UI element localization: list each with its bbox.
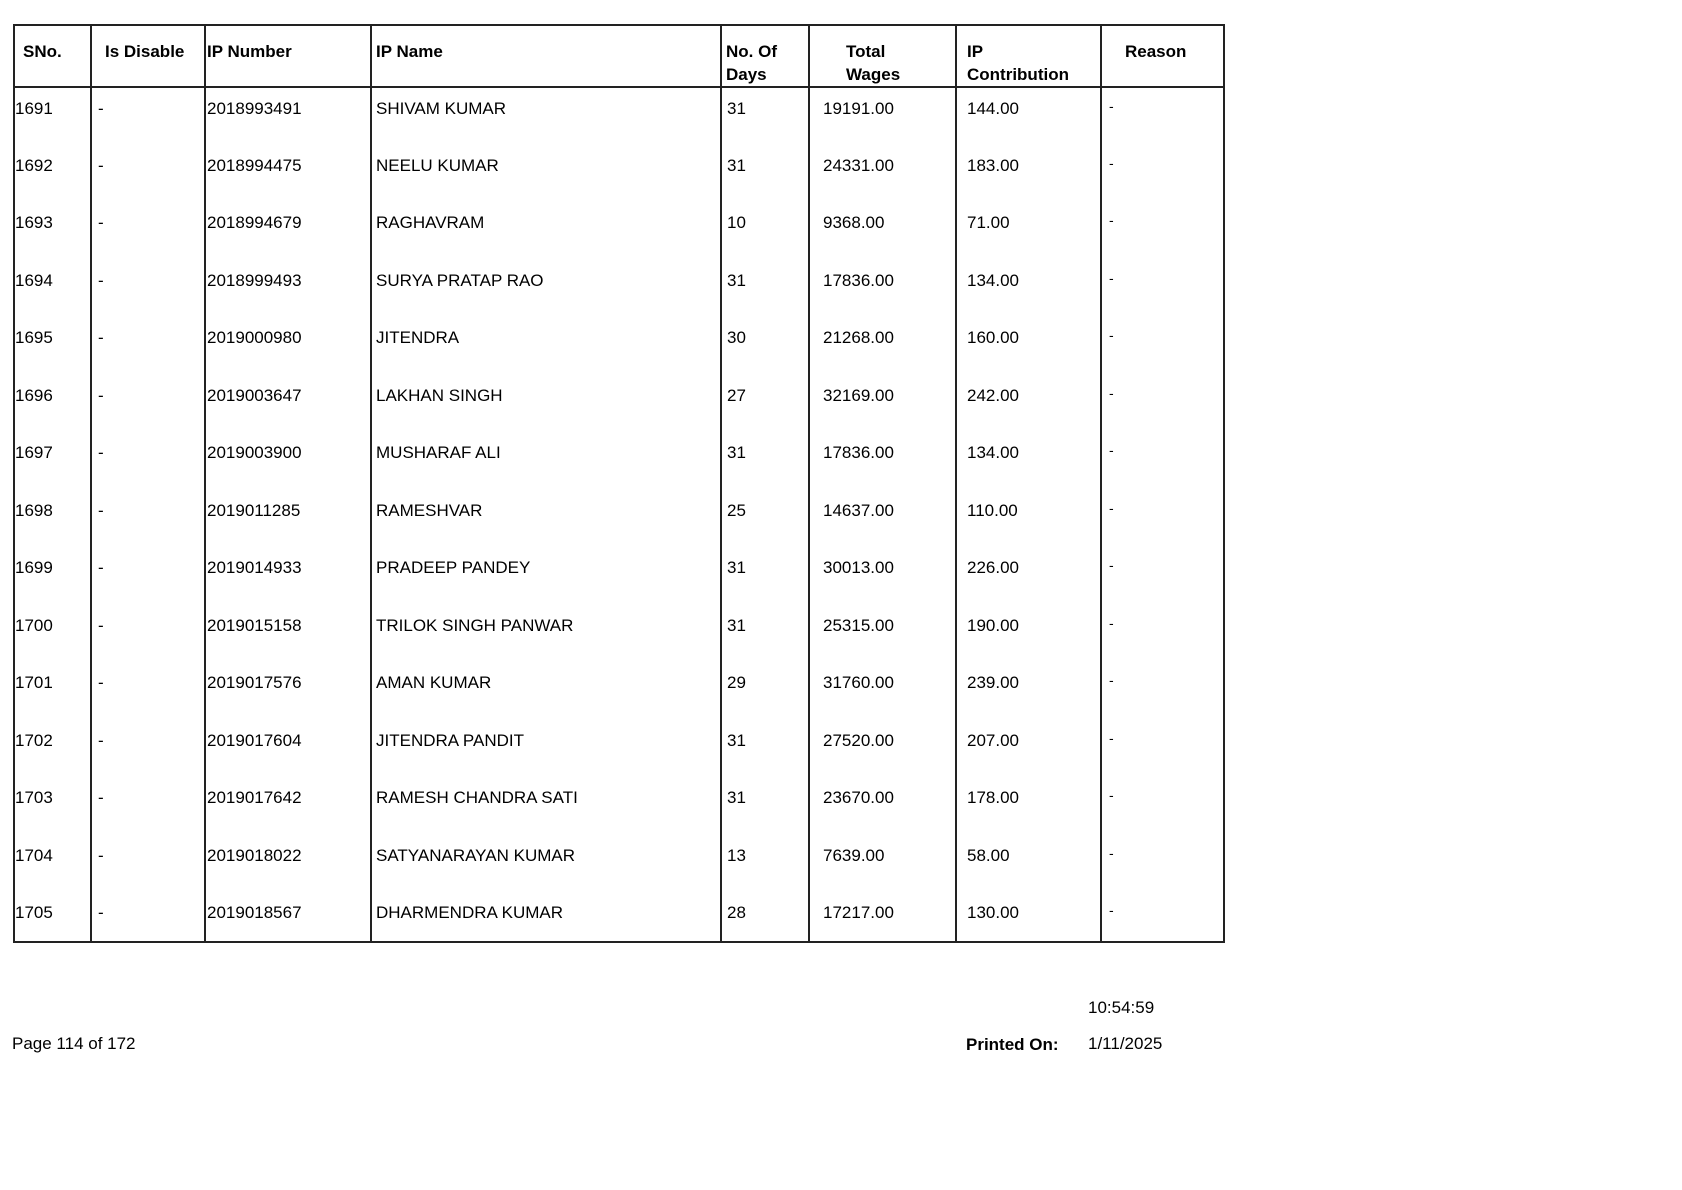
- cell-ip-name: NEELU KUMAR: [371, 145, 721, 203]
- cell-sno: 1701: [14, 662, 91, 720]
- header-total-wages: [809, 25, 956, 87]
- cell-ip-number: 2018993491: [205, 87, 371, 145]
- cell-contribution: 130.00: [956, 892, 1101, 942]
- cell-ip-name: SHIVAM KUMAR: [371, 87, 721, 145]
- cell-ip-number: 2018999493: [205, 260, 371, 318]
- header-reason: Reason: [1101, 25, 1224, 87]
- cell-sno: 1700: [14, 605, 91, 663]
- header-no-of-days-line2: Days: [726, 65, 767, 84]
- cell-contribution: 134.00: [956, 260, 1101, 318]
- cell-wages: 25315.00: [809, 605, 956, 663]
- cell-ip-number: 2019003647: [205, 375, 371, 433]
- cell-sno: 1705: [14, 892, 91, 942]
- cell-sno: 1696: [14, 375, 91, 433]
- cell-is-disable: -: [91, 202, 205, 260]
- cell-days: 10: [721, 202, 809, 260]
- cell-wages: 19191.00: [809, 87, 956, 145]
- cell-is-disable: -: [91, 835, 205, 893]
- cell-contribution: 160.00: [956, 317, 1101, 375]
- cell-ip-number: 2018994475: [205, 145, 371, 203]
- cell-is-disable: -: [91, 547, 205, 605]
- cell-reason: [1101, 260, 1224, 318]
- table-row: [14, 317, 1224, 375]
- header-row: [14, 25, 1224, 87]
- table-row: [14, 87, 1224, 145]
- header-is-disable: Is Disable: [91, 25, 205, 87]
- cell-days: 31: [721, 432, 809, 490]
- cell-is-disable: -: [91, 662, 205, 720]
- reason-value: -: [1109, 154, 1114, 171]
- table-row: [14, 547, 1224, 605]
- cell-ip-number: 2019018567: [205, 892, 371, 942]
- cell-is-disable: -: [91, 490, 205, 548]
- reason-value: -: [1109, 614, 1114, 631]
- cell-ip-name: LAKHAN SINGH: [371, 375, 721, 433]
- cell-ip-name: RAMESH CHANDRA SATI: [371, 777, 721, 835]
- cell-reason: [1101, 892, 1224, 942]
- cell-is-disable: -: [91, 605, 205, 663]
- table-row: [14, 145, 1224, 203]
- cell-is-disable: -: [91, 87, 205, 145]
- cell-contribution: 226.00: [956, 547, 1101, 605]
- table-row: [14, 375, 1224, 433]
- table-row: [14, 662, 1224, 720]
- cell-reason: [1101, 145, 1224, 203]
- table-row: [14, 202, 1224, 260]
- cell-days: 31: [721, 87, 809, 145]
- header-sno: SNo.: [14, 25, 91, 87]
- cell-sno: 1697: [14, 432, 91, 490]
- cell-days: 31: [721, 605, 809, 663]
- cell-sno: 1704: [14, 835, 91, 893]
- cell-days: 31: [721, 777, 809, 835]
- cell-is-disable: -: [91, 260, 205, 318]
- cell-contribution: 58.00: [956, 835, 1101, 893]
- cell-wages: 21268.00: [809, 317, 956, 375]
- cell-ip-number: 2019003900: [205, 432, 371, 490]
- header-no-of-days-line1: No. Of: [726, 42, 777, 61]
- cell-wages: 24331.00: [809, 145, 956, 203]
- cell-sno: 1702: [14, 720, 91, 778]
- cell-days: 29: [721, 662, 809, 720]
- header-total-wages-line2: Wages: [846, 65, 901, 84]
- cell-ip-name: SATYANARAYAN KUMAR: [371, 835, 721, 893]
- table-row: [14, 605, 1224, 663]
- cell-is-disable: -: [91, 432, 205, 490]
- header-ip-contribution-line2: Contribution: [967, 65, 1069, 84]
- cell-reason: [1101, 317, 1224, 375]
- contribution-table: [13, 24, 1225, 943]
- cell-ip-name: PRADEEP PANDEY: [371, 547, 721, 605]
- cell-reason: [1101, 835, 1224, 893]
- cell-is-disable: -: [91, 145, 205, 203]
- cell-ip-number: 2019000980: [205, 317, 371, 375]
- header-total-wages-line1: Total: [846, 42, 886, 61]
- cell-contribution: 134.00: [956, 432, 1101, 490]
- cell-contribution: 239.00: [956, 662, 1101, 720]
- table-row: [14, 777, 1224, 835]
- cell-wages: 30013.00: [809, 547, 956, 605]
- cell-reason: [1101, 202, 1224, 260]
- printed-time: 10:54:59: [1088, 998, 1155, 1017]
- cell-reason: [1101, 605, 1224, 663]
- cell-ip-name: AMAN KUMAR: [371, 662, 721, 720]
- cell-ip-name: DHARMENDRA KUMAR: [371, 892, 721, 942]
- cell-sno: 1703: [14, 777, 91, 835]
- cell-reason: [1101, 547, 1224, 605]
- cell-contribution: 183.00: [956, 145, 1101, 203]
- cell-wages: 17217.00: [809, 892, 956, 942]
- cell-wages: 32169.00: [809, 375, 956, 433]
- reason-value: -: [1109, 787, 1114, 803]
- cell-days: 31: [721, 145, 809, 203]
- reason-value: -: [1109, 442, 1114, 458]
- cell-contribution: 110.00: [956, 490, 1101, 548]
- cell-ip-name: JITENDRA: [371, 317, 721, 375]
- reason-value: -: [1109, 902, 1114, 918]
- cell-sno: 1692: [14, 145, 91, 203]
- header-ip-name: IP Name: [371, 25, 721, 87]
- cell-wages: 14637.00: [809, 490, 956, 548]
- cell-contribution: 242.00: [956, 375, 1101, 433]
- header-ip-number: IP Number: [205, 25, 371, 87]
- cell-contribution: 178.00: [956, 777, 1101, 835]
- cell-ip-number: 2019011285: [205, 490, 371, 548]
- cell-reason: [1101, 777, 1224, 835]
- table-row: [14, 260, 1224, 318]
- cell-reason: [1101, 432, 1224, 490]
- cell-reason: [1101, 490, 1224, 548]
- printed-date: 1/11/2025: [1088, 1034, 1163, 1053]
- cell-ip-number: 2019017576: [205, 662, 371, 720]
- cell-reason: [1101, 662, 1224, 720]
- reason-value: -: [1109, 269, 1114, 286]
- cell-sno: 1699: [14, 547, 91, 605]
- page-number: Page 114 of 172: [12, 1034, 136, 1053]
- cell-ip-number: 2019017604: [205, 720, 371, 778]
- table-row: [14, 720, 1224, 778]
- cell-contribution: 144.00: [956, 87, 1101, 145]
- cell-contribution: 207.00: [956, 720, 1101, 778]
- cell-wages: 7639.00: [809, 835, 956, 893]
- cell-ip-name: RAGHAVRAM: [371, 202, 721, 260]
- cell-reason: [1101, 87, 1224, 145]
- table-header: [14, 25, 1224, 87]
- header-ip-contribution: [956, 25, 1101, 87]
- cell-days: 31: [721, 720, 809, 778]
- printed-on-label: Printed On:: [966, 1035, 1059, 1054]
- cell-days: 27: [721, 375, 809, 433]
- cell-ip-number: 2018994679: [205, 202, 371, 260]
- cell-reason: [1101, 720, 1224, 778]
- cell-days: 28: [721, 892, 809, 942]
- cell-sno: 1694: [14, 260, 91, 318]
- cell-wages: 17836.00: [809, 432, 956, 490]
- cell-wages: 17836.00: [809, 260, 956, 318]
- cell-days: 31: [721, 547, 809, 605]
- cell-wages: 9368.00: [809, 202, 956, 260]
- cell-wages: 23670.00: [809, 777, 956, 835]
- cell-contribution: 71.00: [956, 202, 1101, 260]
- reason-value: -: [1109, 557, 1114, 573]
- reason-value: -: [1109, 844, 1114, 861]
- cell-sno: 1695: [14, 317, 91, 375]
- cell-ip-name: RAMESHVAR: [371, 490, 721, 548]
- cell-reason: [1101, 375, 1224, 433]
- cell-is-disable: -: [91, 720, 205, 778]
- cell-ip-name: MUSHARAF ALI: [371, 432, 721, 490]
- table-row: [14, 835, 1224, 893]
- cell-ip-number: 2019018022: [205, 835, 371, 893]
- cell-sno: 1693: [14, 202, 91, 260]
- cell-ip-name: SURYA PRATAP RAO: [371, 260, 721, 318]
- reason-value: -: [1109, 327, 1114, 343]
- cell-days: 25: [721, 490, 809, 548]
- cell-is-disable: -: [91, 375, 205, 433]
- table-body: [14, 87, 1224, 942]
- cell-ip-name: TRILOK SINGH PANWAR: [371, 605, 721, 663]
- cell-contribution: 190.00: [956, 605, 1101, 663]
- reason-value: -: [1109, 384, 1114, 401]
- cell-ip-number: 2019015158: [205, 605, 371, 663]
- cell-ip-number: 2019017642: [205, 777, 371, 835]
- table-row: [14, 892, 1224, 942]
- cell-sno: 1698: [14, 490, 91, 548]
- cell-ip-number: 2019014933: [205, 547, 371, 605]
- table-row: [14, 490, 1224, 548]
- cell-is-disable: -: [91, 317, 205, 375]
- cell-ip-name: JITENDRA PANDIT: [371, 720, 721, 778]
- header-no-of-days: [721, 25, 809, 87]
- cell-sno: 1691: [14, 87, 91, 145]
- cell-days: 30: [721, 317, 809, 375]
- header-ip-contribution-line1: IP: [967, 42, 984, 61]
- table-row: [14, 432, 1224, 490]
- cell-wages: 31760.00: [809, 662, 956, 720]
- cell-days: 13: [721, 835, 809, 893]
- reason-value: -: [1109, 729, 1114, 746]
- reason-value: -: [1109, 499, 1114, 516]
- cell-wages: 27520.00: [809, 720, 956, 778]
- reason-value: -: [1109, 672, 1114, 688]
- reason-value: -: [1109, 98, 1114, 114]
- reason-value: -: [1109, 212, 1114, 228]
- cell-days: 31: [721, 260, 809, 318]
- cell-is-disable: -: [91, 777, 205, 835]
- cell-is-disable: -: [91, 892, 205, 942]
